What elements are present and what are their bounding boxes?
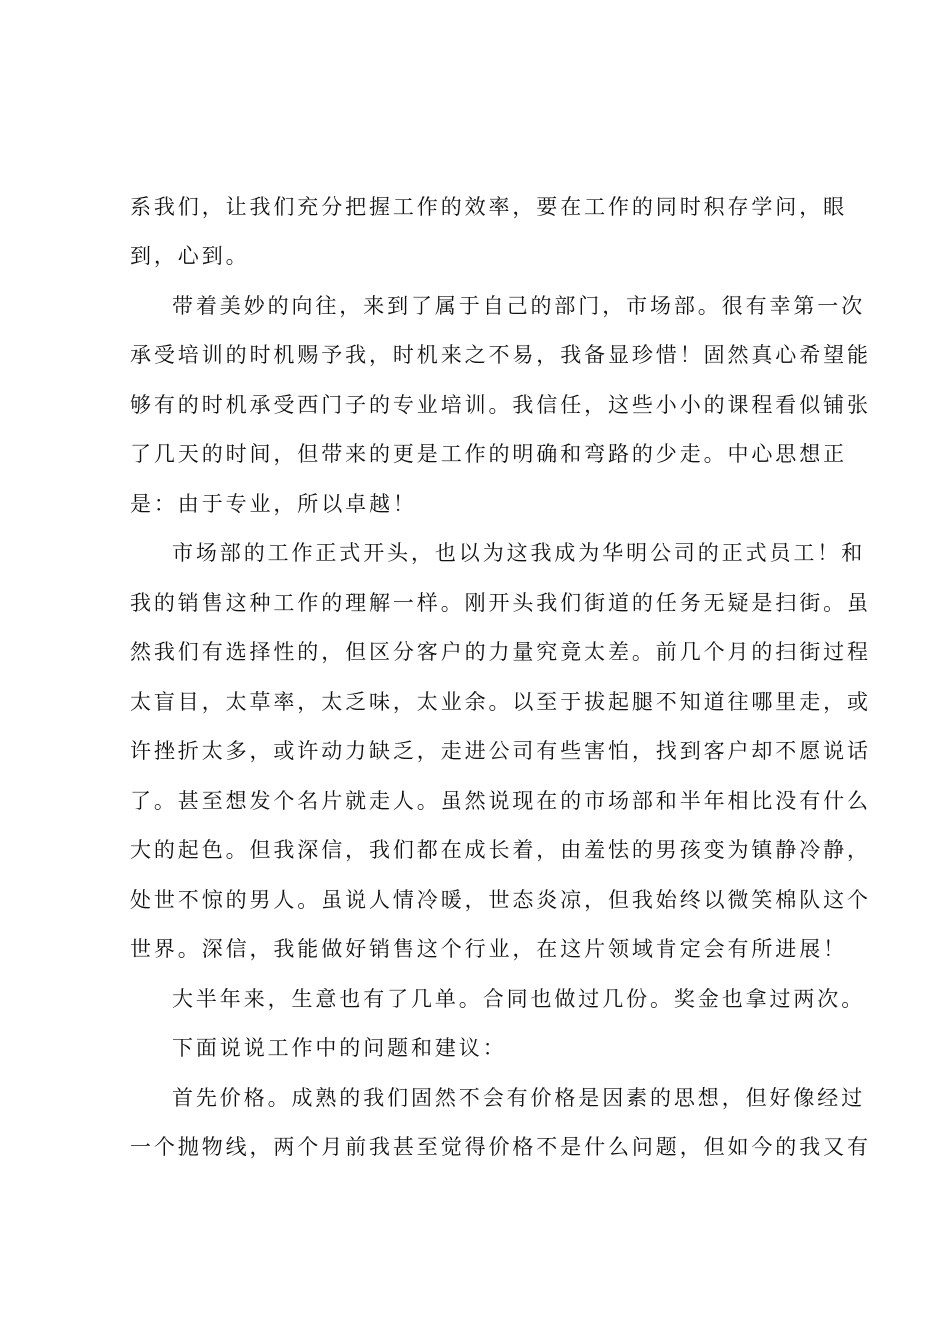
text-line: 世界。深信，我能做好销售这个行业，在这片领域肯定会有所进展！ [130,937,847,961]
text-line: 够有的时机承受西门子的专业培训。我信任，这些小小的课程看似铺张 [130,393,871,417]
paragraph-first-line: 带着美妙的向往，来到了属于自己的部门，市场部。很有幸第一次 [172,294,866,318]
text-line: 到，心到。 [130,244,250,268]
text-line: 系我们，让我们充分把握工作的效率，要在工作的同时积存学问，眼 [130,195,847,219]
paragraph-first-line: 下面说说工作中的问题和建议： [172,1036,507,1060]
text-line: 了。甚至想发个名片就走人。虽然说现在的市场部和半年相比没有什么 [130,789,871,813]
text-line: 我的销售这种工作的理解一样。刚开头我们街道的任务无疑是扫街。虽 [130,591,871,615]
text-line: 承受培训的时机赐予我，时机来之不易，我备显珍惜！固然真心希望能 [130,343,871,367]
paragraph-first-line: 首先价格。成熟的我们固然不会有价格是因素的思想，但好像经过 [172,1086,866,1110]
text-line: 大的起色。但我深信，我们都在成长着，由羞怯的男孩变为镇静冷静， [130,838,871,862]
paragraph-first-line: 大半年来，生意也有了几单。合同也做过几份。奖金也拿过两次。 [172,987,866,1011]
paragraph-first-line: 市场部的工作正式开头，也以为这我成为华明公司的正式员工！和 [172,541,866,565]
text-line: 处世不惊的男人。虽说人情冷暖，世态炎凉，但我始终以微笑棉队这个 [130,888,871,912]
text-line: 是：由于专业，所以卓越！ [130,492,417,516]
text-line: 一个抛物线，两个月前我甚至觉得价格不是什么问题，但如今的我又有 [130,1135,871,1159]
text-line: 然我们有选择性的，但区分客户的力量究竟太差。前几个月的扫街过程 [130,640,871,664]
text-line: 许挫折太多，或许动力缺乏，走进公司有些害怕，找到客户却不愿说话 [130,739,871,763]
text-line: 了几天的时间，但带来的更是工作的明确和弯路的少走。中心思想正 [130,442,847,466]
text-line: 太盲目，太草率，太乏味，太业余。以至于拔起腿不知道往哪里走，或 [130,690,871,714]
